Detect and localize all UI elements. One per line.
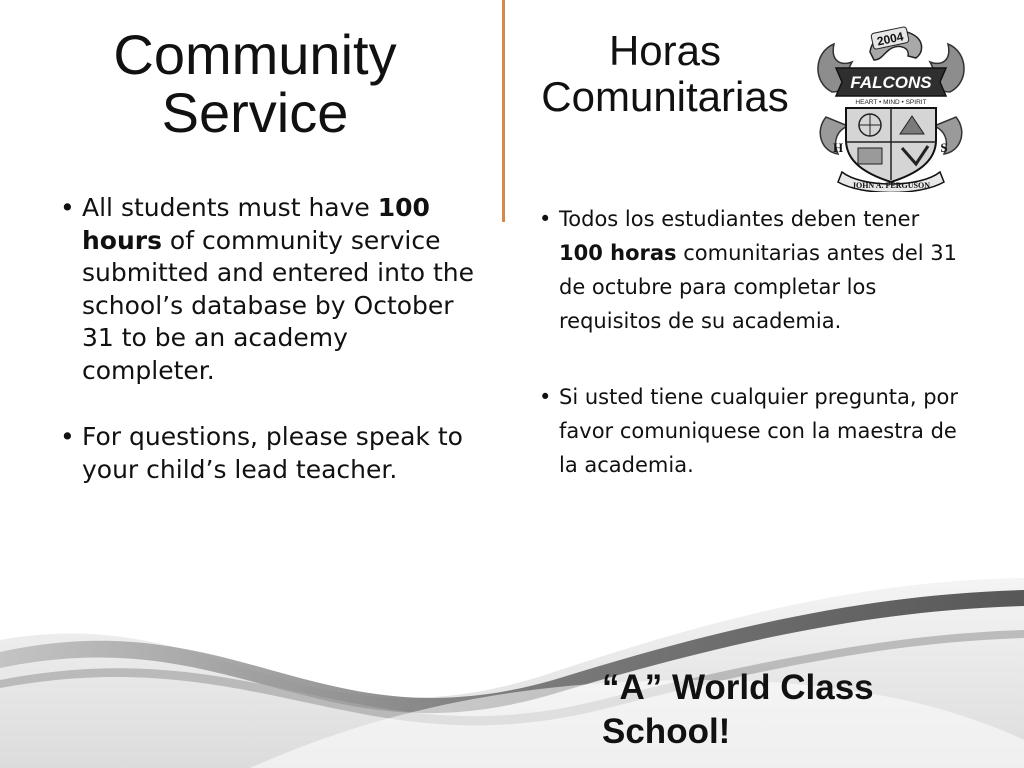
right-bullet-1-bold: 100 horas [559, 241, 677, 265]
falcons-crest-logo [812, 22, 970, 192]
footer-line1: “A” World Class [602, 668, 874, 707]
crest-letter-s: S [940, 140, 948, 155]
footer-line2: School! [602, 712, 731, 751]
right-bullet-1-text-a: Todos los estudiantes deben tener [559, 207, 920, 231]
right-bullet-2-text: Si usted tiene cualquier pregunta, por favor comuniquese con la maestra de la academia. [559, 385, 959, 477]
crest-letter-h: H [832, 140, 844, 155]
left-title-line2: Service [161, 81, 349, 144]
bullet-icon: • [539, 207, 552, 231]
right-bullet-1 [539, 202, 969, 338]
right-bullet-list [539, 202, 969, 524]
left-bullet-1-bold: 100 hours [82, 193, 430, 255]
left-bullet-2 [60, 421, 477, 486]
crest-motto: HEART • MIND • SPIRIT [855, 99, 927, 106]
left-bullet-1 [60, 192, 477, 387]
bullet-icon: • [60, 193, 75, 222]
left-bullet-1-text-b: of community service submitted and entered into the school’s database by October 31 to be an academy completer. [82, 225, 475, 385]
right-title [520, 28, 810, 120]
right-bullet-2 [539, 380, 969, 482]
crest-school: JOHN A. FERGUSON [851, 181, 931, 190]
crest-name: FALCONS [850, 73, 932, 92]
left-bullet-list [60, 192, 477, 520]
left-title-line1: Community [113, 23, 397, 86]
left-bullet-1-text-a: All students must have [82, 193, 378, 222]
footer-tagline [602, 666, 1002, 754]
left-bullet-2-text: For questions, please speak to your child’s lead teacher. [82, 422, 463, 484]
right-title-line2: Comunitarias [541, 73, 789, 120]
bullet-icon: • [539, 385, 552, 409]
crest-year: 2004 [875, 29, 905, 49]
left-title [40, 23, 470, 144]
bullet-icon: • [60, 422, 75, 451]
column-divider [502, 0, 505, 222]
right-bullet-1-text-b: comunitarias antes del 31 de octubre para completar los requisitos de su academia. [559, 241, 958, 333]
right-title-line1: Horas [608, 27, 722, 74]
